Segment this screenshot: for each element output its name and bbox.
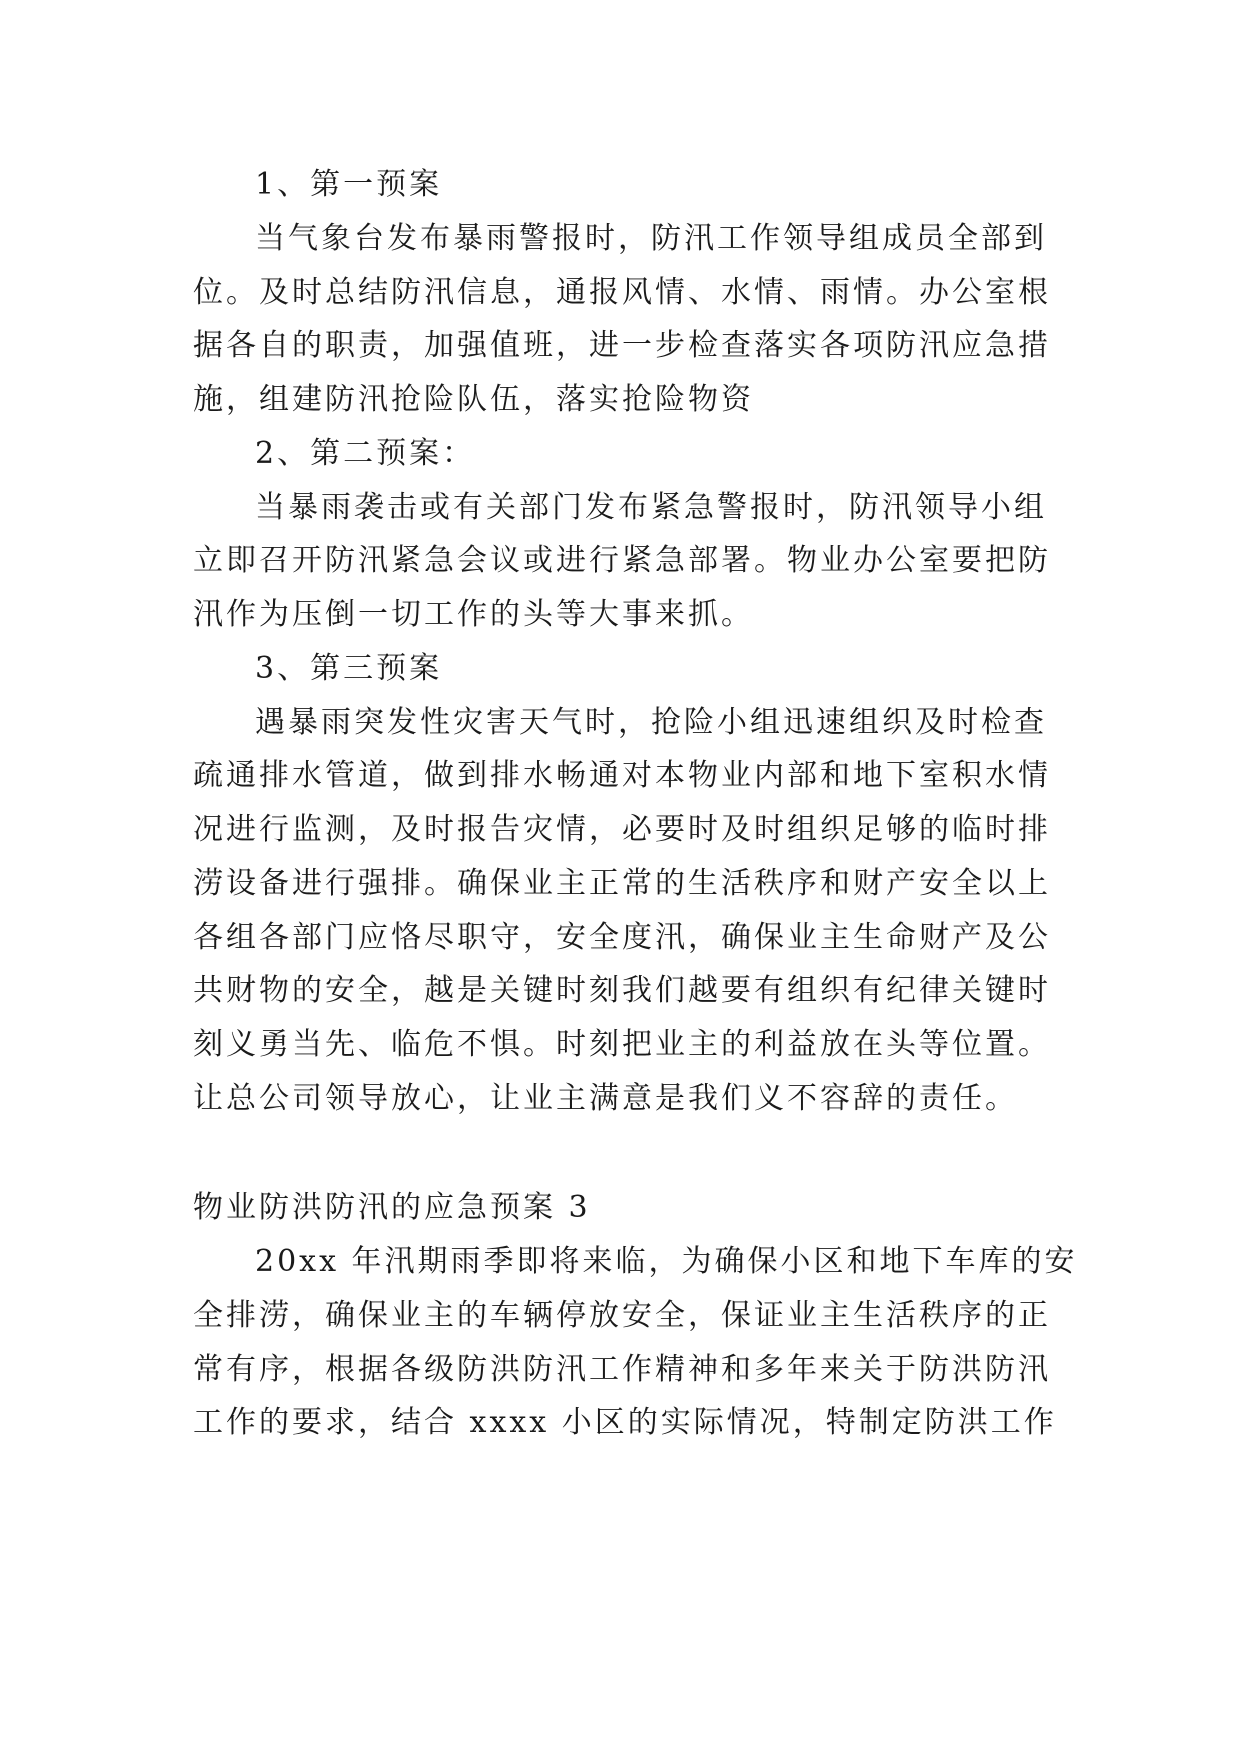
section-heading-plan-3: 3、第三预案: [255, 651, 443, 686]
paragraph-line: 施，组建防汛抢险队伍，落实抢险物资: [193, 382, 754, 417]
paragraph-line: 当暴雨袭击或有关部门发布紧急警报时，防汛领导小组: [255, 490, 1047, 525]
paragraph-line: 据各自的职责，加强值班，进一步检查落实各项防汛应急措: [193, 328, 1051, 363]
section-heading-plan-1: 1、第一预案: [255, 167, 443, 202]
paragraph-line: 涝设备进行强排。确保业主正常的生活秩序和财产安全以上: [193, 866, 1051, 901]
paragraph-line: 全排涝，确保业主的车辆停放安全，保证业主生活秩序的正: [193, 1298, 1051, 1333]
section-heading-plan-2: 2、第二预案：: [255, 436, 476, 471]
paragraph-line: 遇暴雨突发性灾害天气时，抢险小组迅速组织及时检查: [255, 705, 1047, 740]
paragraph-line: 让总公司领导放心，让业主满意是我们义不容辞的责任。: [193, 1081, 1018, 1116]
paragraph-line: 当气象台发布暴雨警报时，防汛工作领导组成员全部到: [255, 221, 1047, 256]
paragraph-line: 常有序，根据各级防洪防汛工作精神和多年来关于防洪防汛: [193, 1352, 1051, 1387]
section-title: 物业防洪防汛的应急预案 3: [193, 1190, 591, 1225]
paragraph-line: 各组各部门应恪尽职守，安全度汛，确保业主生命财产及公: [193, 920, 1051, 955]
paragraph-line: 汛作为压倒一切工作的头等大事来抓。: [193, 597, 754, 632]
paragraph-line: 位。及时总结防汛信息，通报风情、水情、雨情。办公室根: [193, 275, 1051, 310]
paragraph-line: 刻义勇当先、临危不惧。时刻把业主的利益放在头等位置。: [193, 1027, 1051, 1062]
paragraph-line: 共财物的安全，越是关键时刻我们越要有组织有纪律关键时: [193, 973, 1051, 1008]
paragraph-line: 立即召开防汛紧急会议或进行紧急部署。物业办公室要把防: [193, 543, 1051, 578]
paragraph-line: 况进行监测，及时报告灾情，必要时及时组织足够的临时排: [193, 812, 1051, 847]
paragraph-line: 工作的要求，结合 xxxx 小区的实际情况，特制定防洪工作: [193, 1405, 1057, 1440]
paragraph-line: 20xx 年汛期雨季即将来临，为确保小区和地下车库的安: [255, 1244, 1078, 1279]
paragraph-line: 疏通排水管道，做到排水畅通对本物业内部和地下室积水情: [193, 758, 1051, 793]
